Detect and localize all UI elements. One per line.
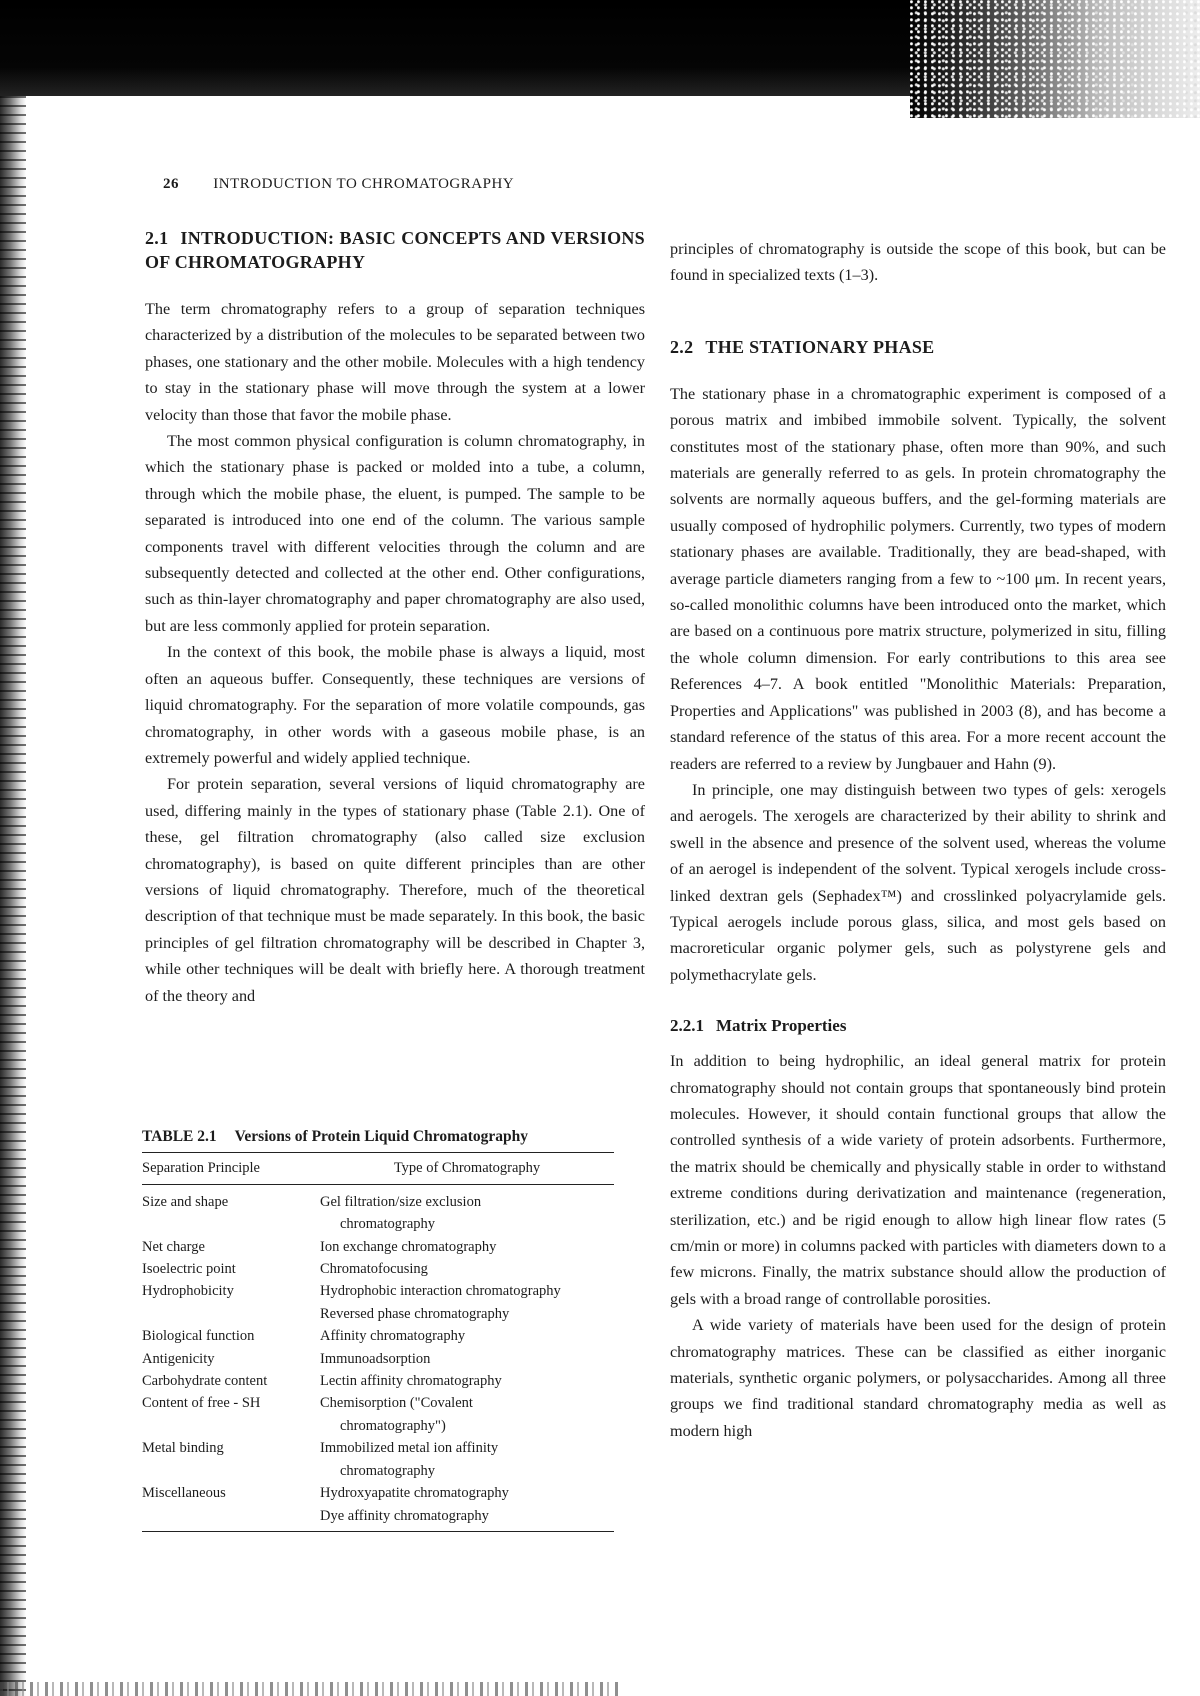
table-title: Versions of Protein Liquid Chromatography [234,1128,529,1145]
table-rule-bottom [142,1531,614,1532]
table-header-row [142,1153,614,1183]
paragraph: The most common physical configuration is column chromatography, in which the stationary phase is packed or molded into a tube, a column, through which the mobile phase, the eluent, is pumped. The sample to be separated is introduced into one end of the column. The various sample components travel with different velocities through the column and are subsequently detected and collected at the other end. Other configurations, such as thin-layer chromatography and paper chromatography are also used, but are less commonly applied for protein separation. [145,432,645,635]
paragraph: The stationary phase in a chromatographic experiment is composed of a porous matrix and imbibed immobile solvent. Typically, the solvent constitutes most of the stationary phase, often more than 90%, and such materials are generally referred to as gels. In protein chromatography the solvents are normally aqueous buffers, and the gel-forming materials are usually composed of hydrophilic polymers. Currently, two types of modern stationary phases are available. Traditionally, they are bead-shaped, with average particle diameters ranging from a few to ~100 μm. In recent years, so-called monolithic columns have been introduced onto the market, which are based on a continuous pore matrix structure, polymerized in situ, filling the whole column dimension. For early contributions to this area see References 4–7. A book entitled "Monolithic Materials: Preparation, Properties and Applications" was published in 2003 (8), and has become a standard reference of the status of this area. For a more recent account the readers are referred to a review by Jungbauer and Hahn (9). [670,384,1166,773]
cell-type-line: Lectin affinity chromatography [320,1373,502,1390]
section-number: 2.2 [670,336,694,357]
cell-principle: Antigenicity [142,1350,215,1367]
cell-type-line: Gel filtration/size exclusion [320,1193,482,1210]
cell-type-line: chromatography [340,1216,436,1233]
cell-type [320,1191,614,1236]
col-header-type: Type of Chromatography [393,1160,541,1177]
cell-type-line: Hydrophobic interaction chromatography [320,1283,561,1300]
table-row [142,1348,614,1370]
cell-type [320,1392,614,1437]
cell-type-line: Chromatofocusing [320,1261,428,1278]
table-label: TABLE 2.1 [142,1128,217,1145]
table-row [142,1236,614,1258]
table-caption [142,1126,614,1148]
paragraph: The term chromatography refers to a group of separation techniques characterized by a distribution of the molecules to be separated between two phases, one stationary and the other mobile. Molecules with a high tendency to stay in the stationary phase will move through the system at a lower velocity than those that favor the mobile phase. [145,300,645,424]
table-row [142,1392,614,1437]
cell-type-line: Chemisorption ("Covalent [320,1395,473,1412]
cell-type-line: Affinity chromatography [320,1328,466,1345]
paragraph: For protein separation, several versions of liquid chromatography are used, differing mainly in the types of stationary phase (Table 2.1). One of these, gel filtration chromatography (also called size exclusion chromatography), is based on quite different principles than are other versions of liquid chromatography. Therefore, much of the theoretical description of that technique must be made separately. In this book, the basic principles of gel filtration chromatography will be described in Chapter 3, while other techniques will be dealt with briefly here. A thorough treatment of the theory and [145,775,645,1005]
table-row [142,1482,614,1527]
table-row [142,1258,614,1280]
paragraph: In addition to being hydrophilic, an ideal general matrix for protein chromatography should not contain groups that spontaneously bind protein molecules. However, it should contain functional groups that allow the controlled synthesis of a wide variety of protein adsorbents. Furthermore, the matrix should be chemically and physically stable in order to withstand extreme conditions during derivatization and maintenance (regeneration, sterilization, etc.) and be rigid enough to allow high linear flow rates (5 cm/min or more) in columns packed with particles with diameters down to a few microns. Finally, the matrix substance should allow the production of gels with a broad range of controllable porosities. [670,1052,1166,1308]
cell-principle: Content of free - SH [142,1395,261,1412]
subsection-number: 2.2.1 [670,1016,704,1036]
table-row [142,1437,614,1482]
section-2-2-1-heading [670,1014,1166,1038]
cell-type [320,1437,614,1482]
table-row [142,1191,614,1236]
cell-type-line: Dye affinity chromatography [320,1507,489,1524]
cell-type [320,1280,614,1325]
scan-noise-bottom [0,1682,620,1696]
cell-type-line: chromatography [340,1462,436,1479]
cell-type [320,1325,614,1347]
scan-noise-corner [910,0,1200,118]
cell-principle: Metal binding [142,1440,224,1457]
cell-type-line: Immunoadsorption [320,1350,431,1367]
cell-principle: Net charge [142,1238,205,1255]
cell-type [320,1236,614,1258]
section-2-1-heading [145,226,645,274]
cell-type [320,1482,614,1527]
col-header-principle: Separation Principle [142,1160,260,1177]
running-title: INTRODUCTION TO CHROMATOGRAPHY [213,176,515,192]
cell-principle: Biological function [142,1328,255,1345]
page-number: 26 [163,176,179,192]
paragraph: In the context of this book, the mobile phase is always a liquid, most often an aqueous buffer. Consequently, these techniques are versions of liquid chromatography. For the separation of more volatile compounds, gas chromatography, in other words with a gaseous mobile phase, is an extremely powerful and widely applied technique. [145,643,645,767]
section-2-2-heading [670,335,1166,359]
cell-type-line: Hydroxyapatite chromatography [320,1485,509,1502]
cell-type-line: chromatography") [340,1417,446,1434]
right-column [670,236,1166,1444]
paragraph: A wide variety of materials have been used for the design of protein chromatography matrices. These can be classified as either inorganic materials, synthetic organic polymers, or polysaccharides. Among all three groups we find traditional standard chromatography media as well as modern high [670,1316,1166,1440]
section-number: 2.1 [145,228,169,248]
section-title: INTRODUCTION: BASIC CONCEPTS AND VERSIONS OF CHROMATOGRAPHY [145,228,645,272]
section-title: THE STATIONARY PHASE [705,336,935,357]
cell-principle: Miscellaneous [142,1485,226,1502]
table-body [142,1185,614,1531]
cell-type-line: Ion exchange chromatography [320,1238,497,1255]
left-column [145,226,645,1009]
cell-type [320,1370,614,1392]
cell-principle: Carbohydrate content [142,1373,268,1390]
table-row [142,1325,614,1347]
cell-type [320,1348,614,1370]
cell-principle: Isoelectric point [142,1261,236,1278]
table-row [142,1370,614,1392]
cell-type-line: Immobilized metal ion affinity [320,1440,499,1457]
table-2-1 [142,1126,614,1532]
cell-principle: Hydrophobicity [142,1283,234,1300]
running-header [163,176,723,193]
paragraph: In principle, one may distinguish between two types of gels: xerogels and aerogels. The xerogels are characterized by their ability to shrink and swell in the absence and presence of the solvent used, whereas the volume of an aerogel is independent of the solvent. Typical xerogels include cross-linked dextran gels (Sephadex™) and crosslinked polyacrylamide gels. Typical aerogels include porous glass, silica, and most gels based on macroreticular organic polymer gels, such as polystyrene gels and polymethacrylate gels. [670,780,1166,984]
cell-type [320,1258,614,1280]
paragraph-continuation: principles of chromatography is outside the scope of this book, but can be found in specialized texts (1–3). [670,240,1166,285]
table-row [142,1280,614,1325]
cell-principle: Size and shape [142,1193,229,1210]
scan-border-left [0,96,26,1696]
cell-type-line: Reversed phase chromatography [320,1305,510,1322]
subsection-title: Matrix Properties [716,1016,847,1036]
